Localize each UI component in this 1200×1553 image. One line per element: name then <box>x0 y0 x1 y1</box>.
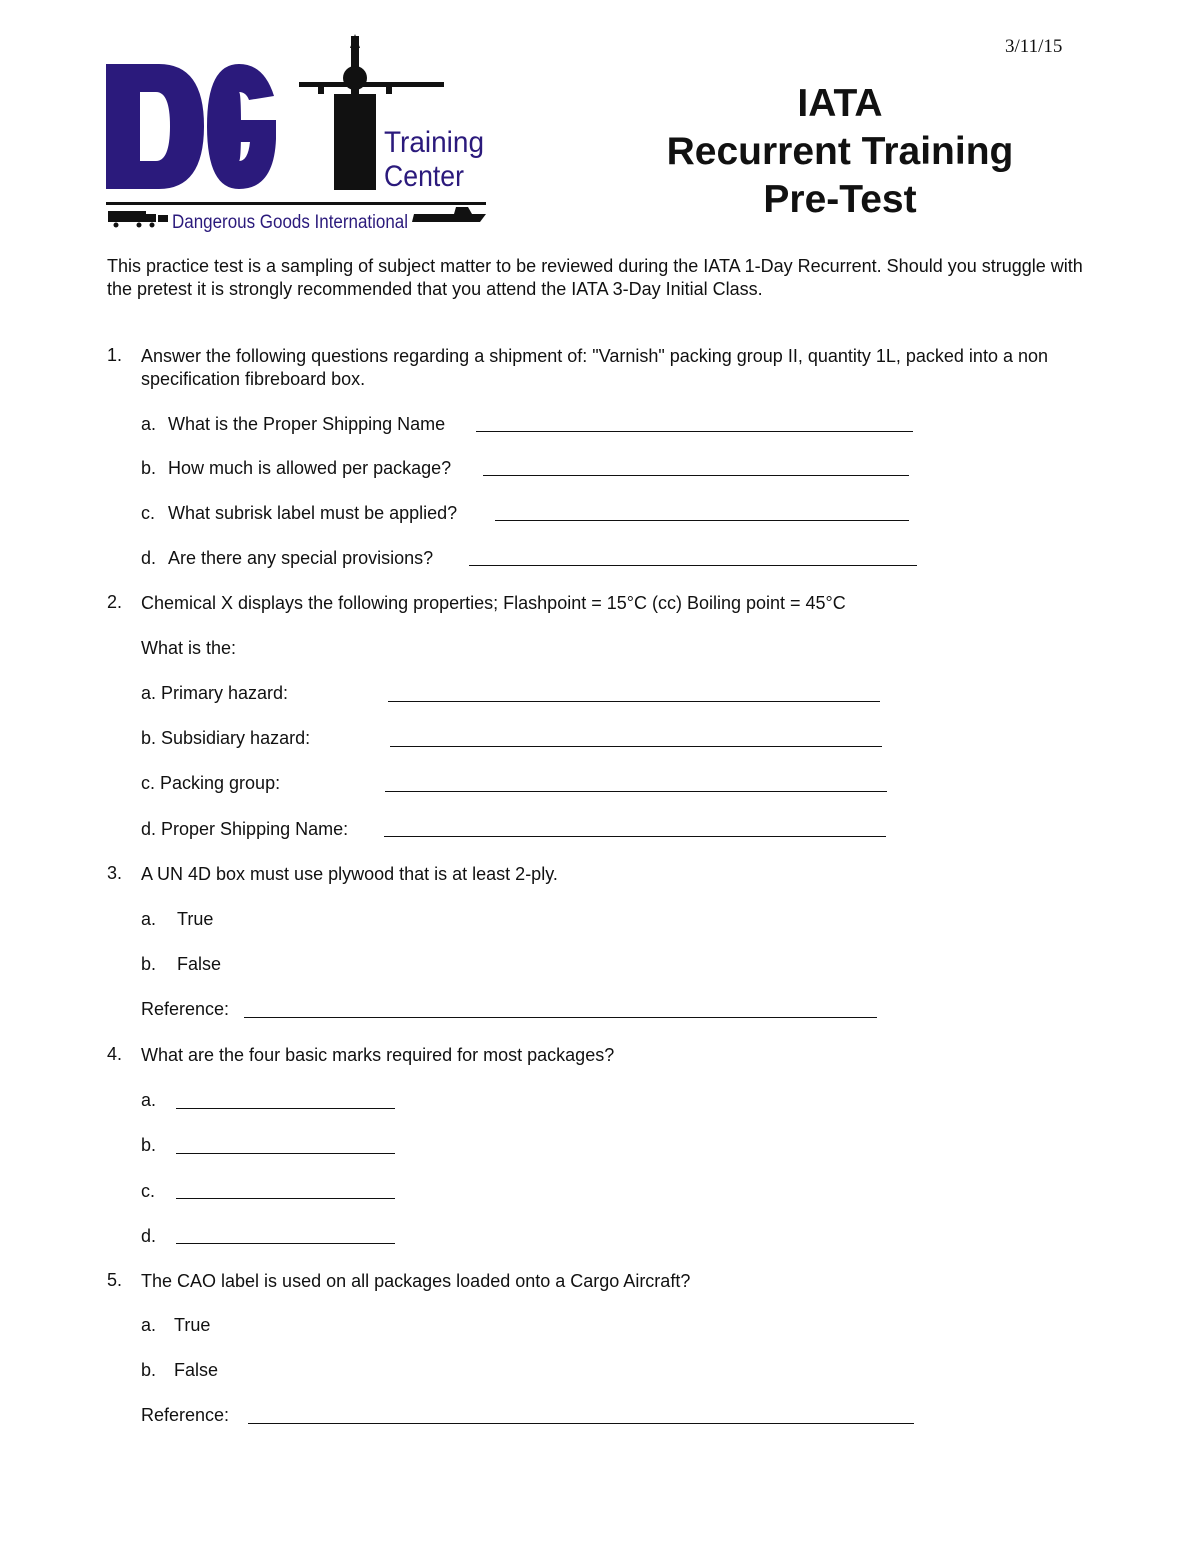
item-letter: d. <box>141 548 157 568</box>
item-letter: b. <box>141 1135 157 1155</box>
item-text: How much is allowed per package? <box>168 458 452 478</box>
option-false[interactable]: False <box>177 954 222 974</box>
title-line-2: Recurrent Training <box>666 130 1014 173</box>
item-letter: c. <box>141 503 156 523</box>
logo-tagline: Dangerous Goods International <box>172 212 408 233</box>
answer-blank[interactable] <box>469 565 917 566</box>
question-number: 5. <box>107 1270 123 1290</box>
reference-label: Reference: <box>141 999 230 1019</box>
question-number: 4. <box>107 1044 123 1064</box>
question-text: What are the four basic marks required for most packages? <box>141 1045 615 1065</box>
option-letter: b. <box>141 954 157 974</box>
item-letter: b. <box>141 458 157 478</box>
reference-blank[interactable] <box>244 1017 877 1018</box>
option-letter: a. <box>141 1315 157 1335</box>
question-text: Answer the following questions regarding a shipment of: "Varnish" packing group II, quantity 1L, packed into a non specification fibreboard box. <box>141 346 1048 389</box>
dgi-training-center-logo <box>104 34 494 239</box>
item-letter: a. <box>141 414 157 434</box>
answer-blank[interactable] <box>476 431 913 432</box>
item-text: What is the Proper Shipping Name <box>168 414 446 434</box>
item-letter: c. <box>141 1181 156 1201</box>
question-number: 1. <box>107 345 123 365</box>
logo-training-text: Training <box>384 126 484 159</box>
item-text: b. Subsidiary hazard: <box>141 728 311 748</box>
answer-blank[interactable] <box>483 475 909 476</box>
answer-blank[interactable] <box>176 1108 395 1109</box>
option-true[interactable]: True <box>174 1315 211 1335</box>
option-letter: a. <box>141 909 157 929</box>
item-text: a. Primary hazard: <box>141 683 289 703</box>
reference-label: Reference: <box>141 1405 230 1425</box>
title-line-1: IATA <box>797 82 883 125</box>
answer-blank[interactable] <box>176 1198 395 1199</box>
question-number: 2. <box>107 592 123 612</box>
document-date: 3/11/15 <box>1005 36 1063 57</box>
question-number: 3. <box>107 863 123 883</box>
answer-blank[interactable] <box>390 746 882 747</box>
item-letter: a. <box>141 1090 157 1110</box>
logo-center-text: Center <box>384 160 465 193</box>
item-text: What subrisk label must be applied? <box>168 503 458 523</box>
question-subtext: What is the: <box>141 638 237 658</box>
answer-blank[interactable] <box>176 1243 395 1244</box>
question-text: A UN 4D box must use plywood that is at least 2-ply. <box>141 864 558 884</box>
answer-blank[interactable] <box>495 520 909 521</box>
option-letter: b. <box>141 1360 157 1380</box>
item-letter: d. <box>141 1226 157 1246</box>
answer-blank[interactable] <box>176 1153 395 1154</box>
answer-blank[interactable] <box>388 701 880 702</box>
option-true[interactable]: True <box>177 909 214 929</box>
intro-paragraph: This practice test is a sampling of subject matter to be reviewed during the IATA 1-Day Recurrent. Should you struggle with the pretest it is strongly recommended that you attend the IATA 3-Day Initial Class. <box>107 256 1083 299</box>
item-text: c. Packing group: <box>141 773 281 793</box>
answer-blank[interactable] <box>385 791 887 792</box>
item-text: Are there any special provisions? <box>168 548 434 568</box>
option-false[interactable]: False <box>174 1360 219 1380</box>
question-text: The CAO label is used on all packages loaded onto a Cargo Aircraft? <box>141 1271 691 1291</box>
item-text: d. Proper Shipping Name: <box>141 819 349 839</box>
question-text: Chemical X displays the following properties; Flashpoint = 15°C (cc) Boiling point = 45°C <box>141 593 846 613</box>
answer-blank[interactable] <box>384 836 886 837</box>
reference-blank[interactable] <box>248 1423 914 1424</box>
title-line-3: Pre-Test <box>763 178 917 221</box>
